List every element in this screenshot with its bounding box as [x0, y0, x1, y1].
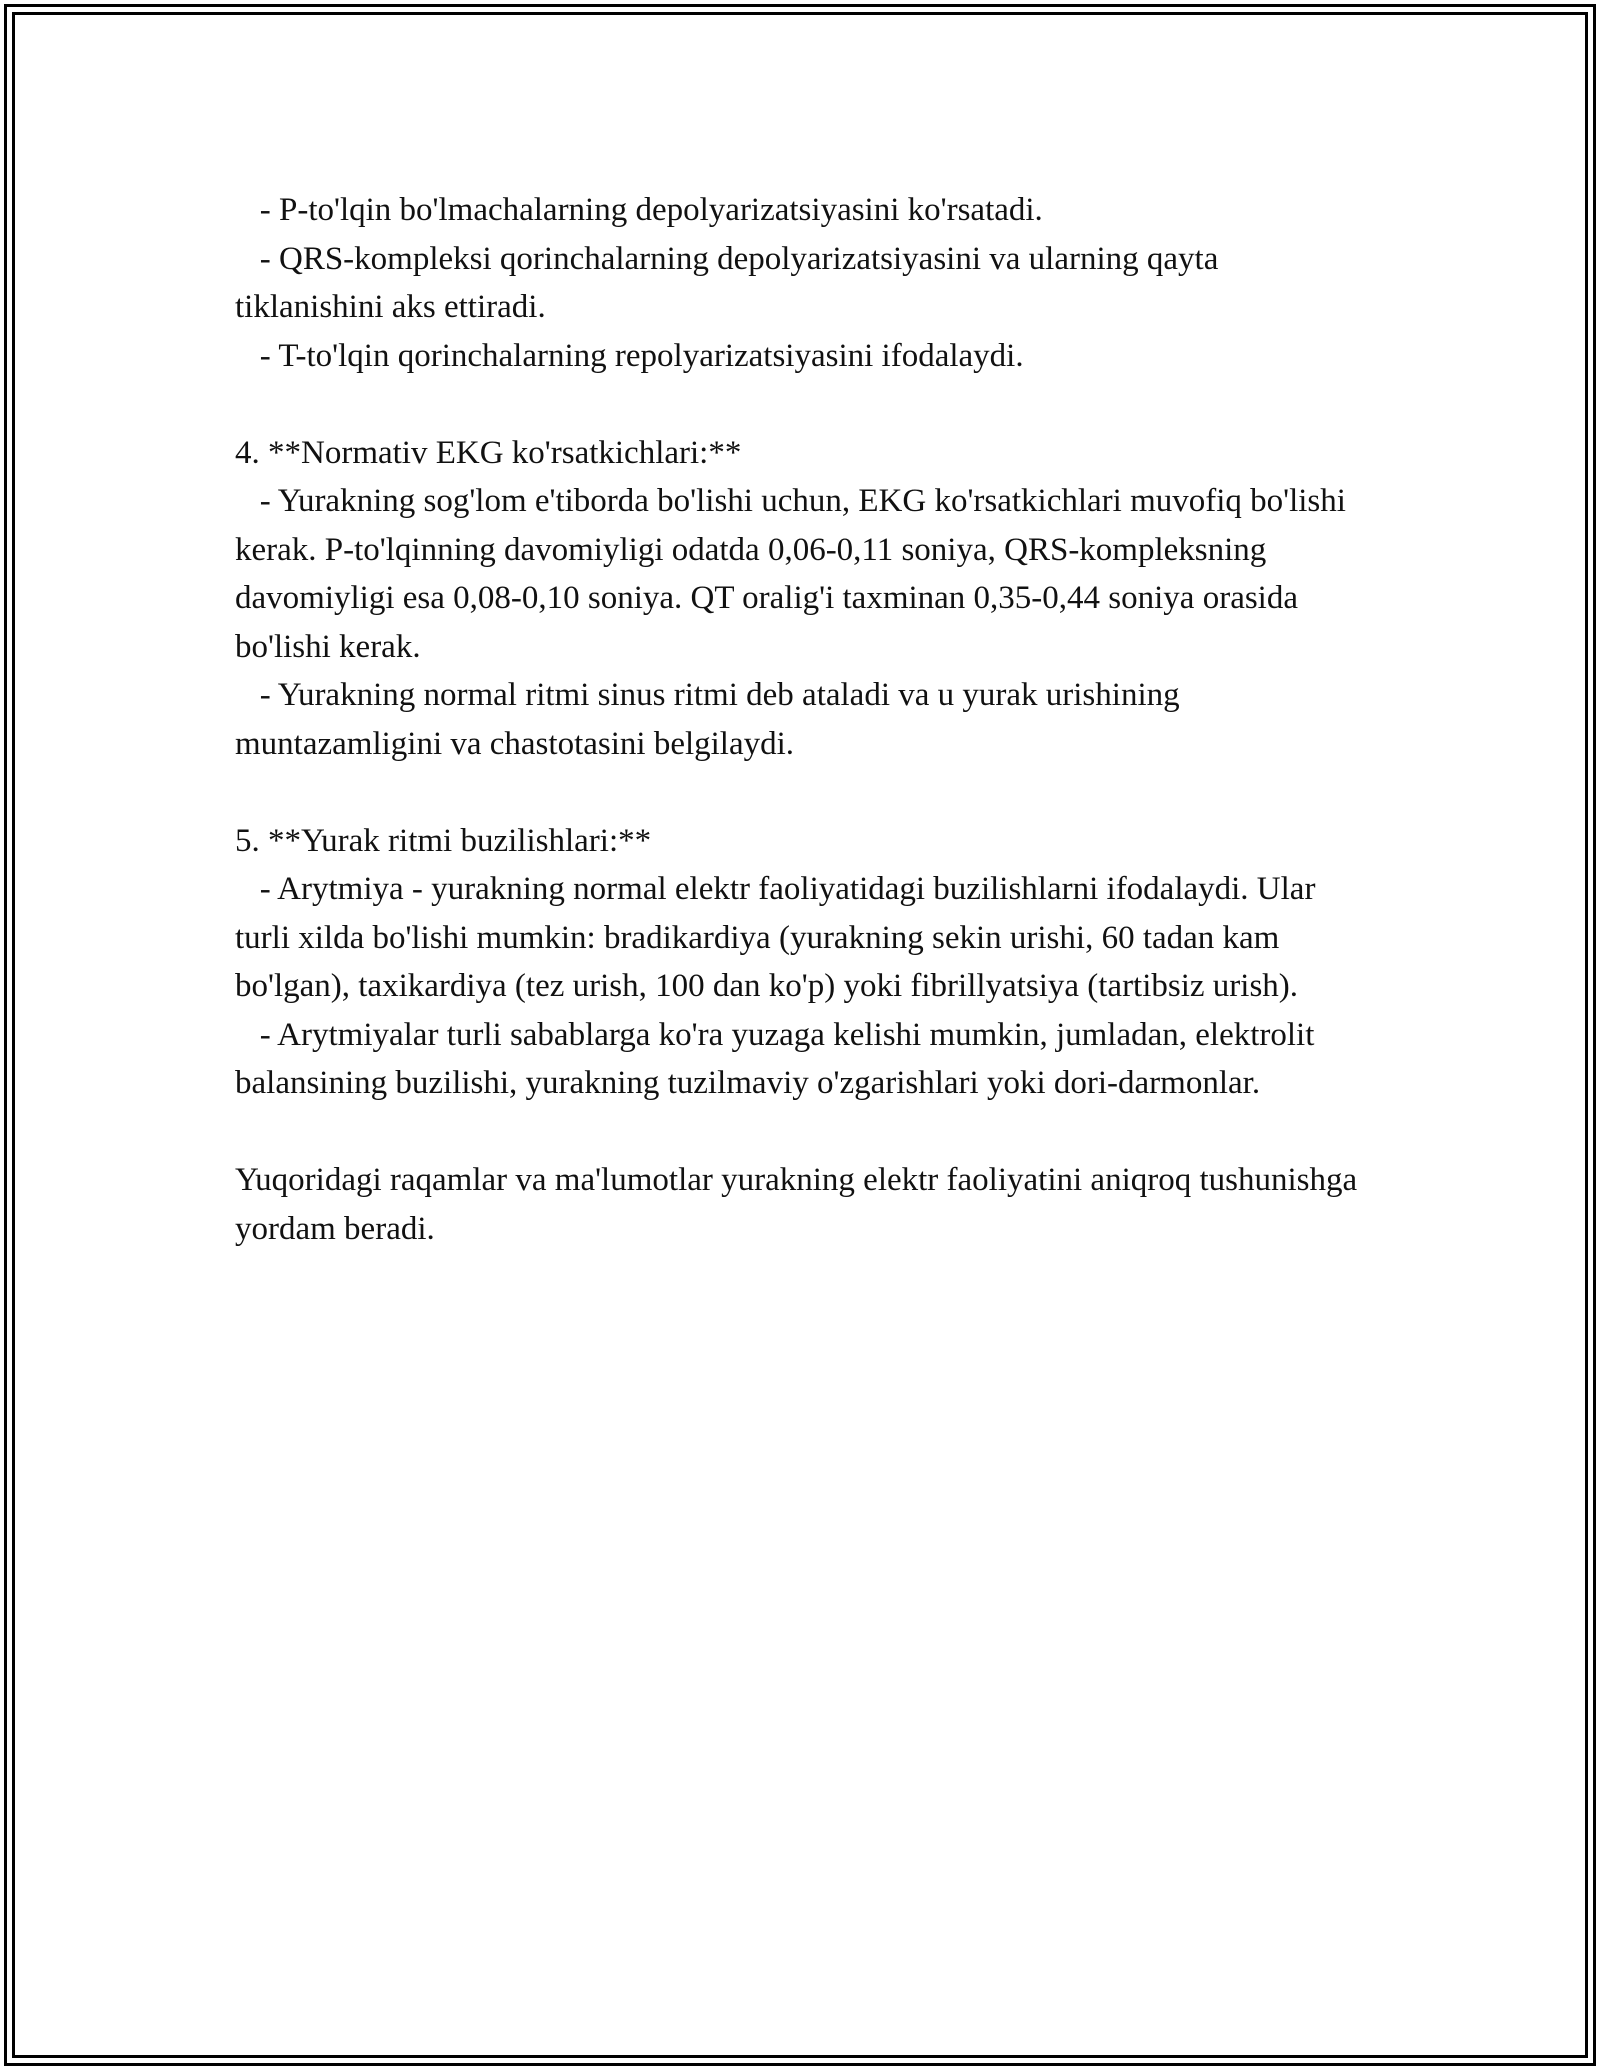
paragraph-gap [235, 380, 1375, 429]
list-item [235, 186, 1375, 235]
conclusion-paragraph: Yuqoridagi raqamlar va ma'lumotlar yurakning elektr faoliyatini aniqroq tushunishga yordam beradi. [235, 1162, 1358, 1247]
section-heading: 4. **Normativ EKG ko'rsatkichlari:** [235, 434, 742, 471]
section-heading: 5. **Yurak ritmi buzilishlari:** [235, 822, 652, 859]
list-item-text: - Yurakning sog'lom e'tiborda bo'lishi uchun, EKG ko'rsatkichlari muvofiq bo'lishi kerak. P-to'lqinning davomiyligi odatda 0,06-0,11 soniya, QRS-kompleksning davomiyligi esa 0,08-0,10 soniya. QT oralig'i taxminan 0,35-0,44 soniya orasida bo'lishi kerak. [235, 483, 1346, 665]
list-item [235, 332, 1375, 381]
document-body [235, 186, 1375, 1253]
list-item-text: - Arytmiyalar turli sabablarga ko'ra yuzaga kelishi mumkin, jumladan, elektrolit balansining buzilishi, yurakning tuzilmaviy o'zgarishlari yoki dori-darmonlar. [235, 1016, 1315, 1101]
list-item-text: - T-to'lqin qorinchalarning repolyarizatsiyasini ifodalaydi. [259, 337, 1024, 374]
paragraph-gap [235, 1108, 1375, 1157]
list-item-text: - Yurakning normal ritmi sinus ritmi deb ataladi va u yurak urishining muntazamligini va chastotasini belgilaydi. [235, 677, 1180, 762]
list-item-text: - QRS-kompleksi qorinchalarning depolyarizatsiyasini va ularning qayta tiklanishini aks ettiradi. [235, 240, 1219, 325]
list-item [235, 865, 1375, 1011]
list-item [235, 671, 1375, 768]
list-item [235, 1011, 1375, 1108]
paragraph-gap [235, 768, 1375, 817]
list-item-text: - P-to'lqin bo'lmachalarning depolyarizatsiyasini ko'rsatadi. [259, 192, 1043, 228]
list-item [235, 235, 1375, 332]
list-item [235, 477, 1375, 671]
list-item-text: - Arytmiya - yurakning normal elektr faoliyatidagi buzilishlarni ifodalaydi. Ular turli xilda bo'lishi mumkin: bradikardiya (yurakning sekin urishi, 60 tadan kam bo'lgan), taxikardiya (tez urish, 100 dan ko'p) yoki fibrillyatsiya (tartibsiz urish). [235, 871, 1316, 1004]
